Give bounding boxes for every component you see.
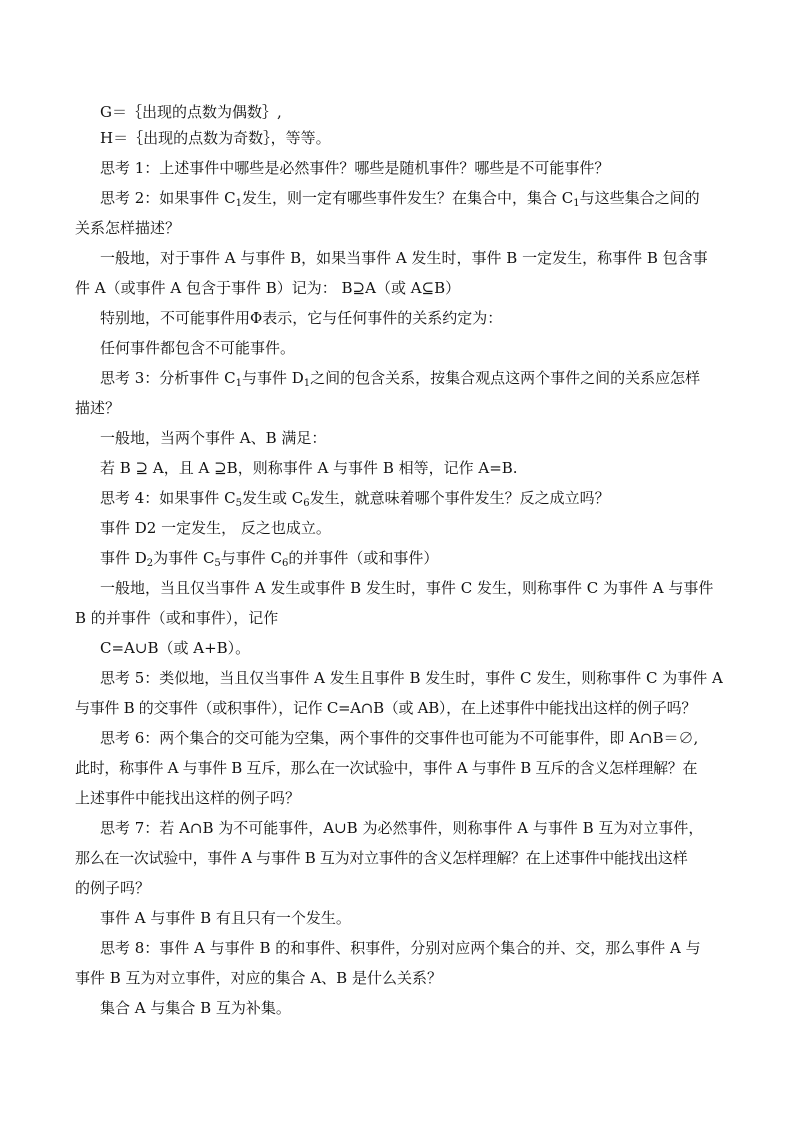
text-line: 一般地，当两个事件 A、B 满足：: [100, 429, 327, 447]
text-line: 事件 B 互为对立事件，对应的集合 A、B 是什么关系？: [75, 969, 442, 987]
text-line: 思考 2：如果事件 $C_1$发生，则一定有哪些事件发生？在集合中，集合 $C_1$与这些集合之间的: [100, 189, 700, 209]
text-line: 事件 $D_2$为事件 $C_5$与事件 $C_6$的并事件（或和事件）: [100, 549, 439, 569]
text-line: G＝｛出现的点数为偶数｝,: [100, 103, 282, 121]
text-line: 件 A（或事件 A 包含于事件 B）记为： B⊇A（或 A⊆B）: [75, 279, 461, 297]
text-line: 集合 A 与集合 B 互为补集。: [100, 999, 291, 1017]
text-line: 思考 4：如果事件 $C_5$发生或 $C_6$发生，就意味着哪个事件发生？反之成立吗？: [100, 489, 610, 509]
text-line: 关系怎样描述？: [75, 219, 181, 237]
text-line: 思考 7：若 A∩B 为不可能事件，A∪B 为必然事件，则称事件 A 与事件 B 互为对立事件，: [100, 819, 704, 837]
text-line: 特别地，不可能事件用Φ表示，它与任何事件的关系约定为：: [100, 309, 503, 327]
text-line: B 的并事件（或和事件），记作: [75, 609, 279, 627]
text-line: C=A∪B（或 A+B）。: [100, 639, 251, 657]
text-line: 此时，称事件 A 与事件 B 互斥，那么在一次试验中，事件 A 与事件 B 互斥的含义怎样理解？在: [75, 759, 698, 777]
text-line: 事件 A 与事件 B 有且只有一个发生。: [100, 909, 351, 927]
text-line: 那么在一次试验中，事件 A 与事件 B 互为对立事件的含义怎样理解？在上述事件中能找出这样: [75, 849, 688, 867]
text-line: 事件 D2 一定发生， 反之也成立。: [100, 519, 331, 537]
text-line: 思考 5：类似地，当且仅当事件 A 发生且事件 B 发生时，事件 C 发生，则称事件 C 为事件 A: [100, 669, 723, 687]
text-line: 与事件 B 的交事件（或积事件），记作 C=A∩B（或 AB），在上述事件中能找出这样的例子吗？: [75, 699, 697, 717]
text-line: H＝｛出现的点数为奇数｝，等等。: [100, 129, 331, 147]
text-line: 思考 6：两个集合的交可能为空集，两个事件的交事件也可能为不可能事件，即 A∩B＝∅,: [100, 729, 699, 747]
text-line: 思考 8：事件 A 与事件 B 的和事件、积事件，分别对应两个集合的并、交，那么事件 A 与: [100, 939, 701, 957]
text-line: 任何事件都包含不可能事件。: [100, 339, 296, 357]
text-line: 一般地，当且仅当事件 A 发生或事件 B 发生时，事件 C 发生，则称事件 C 为事件 A 与事件: [100, 579, 714, 597]
text-line: 若 B ⊇ A，且 A ⊇B，则称事件 A 与事件 B 相等，记作 A=B.: [100, 459, 518, 477]
text-line: 的例子吗？: [75, 879, 151, 897]
text-line: 描述？: [75, 399, 121, 417]
text-line: 上述事件中能找出这样的例子吗？: [75, 789, 301, 807]
text-line: 思考 1：上述事件中哪些是必然事件？哪些是随机事件？哪些是不可能事件？: [100, 159, 610, 177]
text-line: 一般地，对于事件 A 与事件 B，如果当事件 A 发生时，事件 B 一定发生，称事件 B 包含事: [100, 249, 708, 267]
text-line: 思考 3：分析事件 $C_1$与事件 $D_1$之间的包含关系，按集合观点这两个事件之间的关系应怎样: [100, 369, 701, 389]
